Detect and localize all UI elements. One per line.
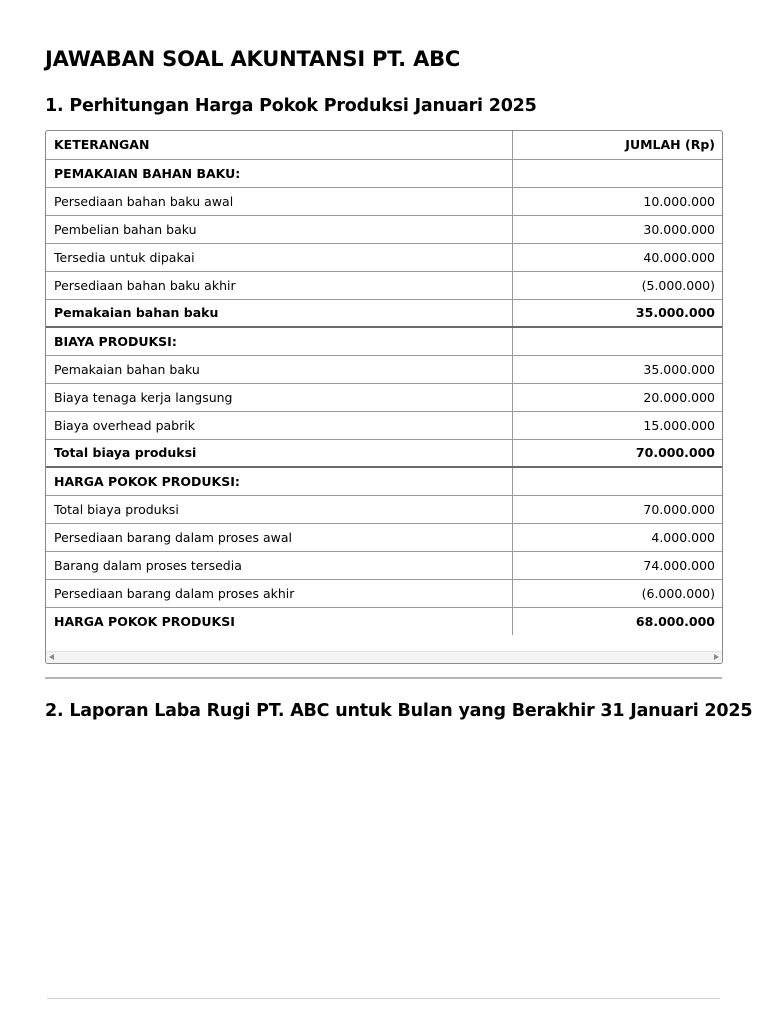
column-header-keterangan: KETERANGAN xyxy=(46,131,512,159)
table-header-row xyxy=(46,131,722,159)
row-label: Total biaya produksi xyxy=(46,495,512,523)
hpp-table xyxy=(46,131,722,635)
row-value xyxy=(512,327,722,355)
row-value: 70.000.000 xyxy=(512,495,722,523)
table-row-subtotal xyxy=(46,439,722,467)
row-value: 74.000.000 xyxy=(512,551,722,579)
table-row xyxy=(46,579,722,607)
table-row-section xyxy=(46,467,722,495)
row-label: Persediaan barang dalam proses akhir xyxy=(46,579,512,607)
row-value: 30.000.000 xyxy=(512,215,722,243)
row-value: (5.000.000) xyxy=(512,271,722,299)
row-value: 4.000.000 xyxy=(512,523,722,551)
row-value: 68.000.000 xyxy=(635,613,715,629)
table-row xyxy=(46,383,722,411)
row-label: Pemakaian bahan baku xyxy=(46,355,512,383)
row-value xyxy=(512,467,722,495)
row-value: 20.000.000 xyxy=(512,383,722,411)
row-value xyxy=(512,159,722,187)
scroll-right-arrow-icon[interactable] xyxy=(714,654,719,660)
horizontal-scrollbar[interactable] xyxy=(46,651,722,663)
row-label: Total biaya produksi xyxy=(46,439,512,467)
row-label: Tersedia untuk dipakai xyxy=(46,243,512,271)
hpp-table-container[interactable] xyxy=(45,130,723,664)
row-value: 70.000.000 xyxy=(512,439,722,467)
row-label: Persediaan bahan baku akhir xyxy=(46,271,512,299)
row-value: (6.000.000) xyxy=(512,579,722,607)
row-value: 15.000.000 xyxy=(512,411,722,439)
row-label: Pemakaian bahan baku xyxy=(46,299,512,327)
table-row xyxy=(46,355,722,383)
table-row xyxy=(46,243,722,271)
row-label: Biaya overhead pabrik xyxy=(46,411,512,439)
row-label: Biaya tenaga kerja langsung xyxy=(46,383,512,411)
table-row xyxy=(46,551,722,579)
row-label: HARGA POKOK PRODUKSI: xyxy=(46,467,512,495)
table-row xyxy=(46,187,722,215)
table-row-section xyxy=(46,159,722,187)
table-row xyxy=(46,411,722,439)
row-value: 40.000.000 xyxy=(512,243,722,271)
row-label: Pembelian bahan baku xyxy=(46,215,512,243)
row-label: Persediaan barang dalam proses awal xyxy=(46,523,512,551)
row-label: Persediaan bahan baku awal xyxy=(46,187,512,215)
row-value: 35.000.000 xyxy=(512,299,722,327)
page-bottom-divider xyxy=(47,998,720,999)
column-header-jumlah: JUMLAH (Rp) xyxy=(512,131,722,159)
table-row-total xyxy=(46,607,722,635)
row-label: PEMAKAIAN BAHAN BAKU: xyxy=(46,159,512,187)
table-row-subtotal xyxy=(46,299,722,327)
section-heading-hpp: 1. Perhitungan Harga Pokok Produksi Januari 2025 xyxy=(45,96,537,116)
table-row xyxy=(46,215,722,243)
table-row xyxy=(46,495,722,523)
row-value: 10.000.000 xyxy=(512,187,722,215)
row-label: HARGA POKOK PRODUKSI xyxy=(46,607,512,635)
table-row xyxy=(46,271,722,299)
page-title: JAWABAN SOAL AKUNTANSI PT. ABC xyxy=(45,47,461,71)
row-value: 35.000.000 xyxy=(512,355,722,383)
section-heading-laba-rugi: 2. Laporan Laba Rugi PT. ABC untuk Bulan yang Berakhir 31 Januari 2025 xyxy=(45,701,753,721)
table-row-section xyxy=(46,327,722,355)
row-label: BIAYA PRODUKSI: xyxy=(46,327,512,355)
row-label: Barang dalam proses tersedia xyxy=(46,551,512,579)
section-divider xyxy=(45,677,722,679)
scroll-left-arrow-icon[interactable] xyxy=(49,654,54,660)
table-row xyxy=(46,523,722,551)
